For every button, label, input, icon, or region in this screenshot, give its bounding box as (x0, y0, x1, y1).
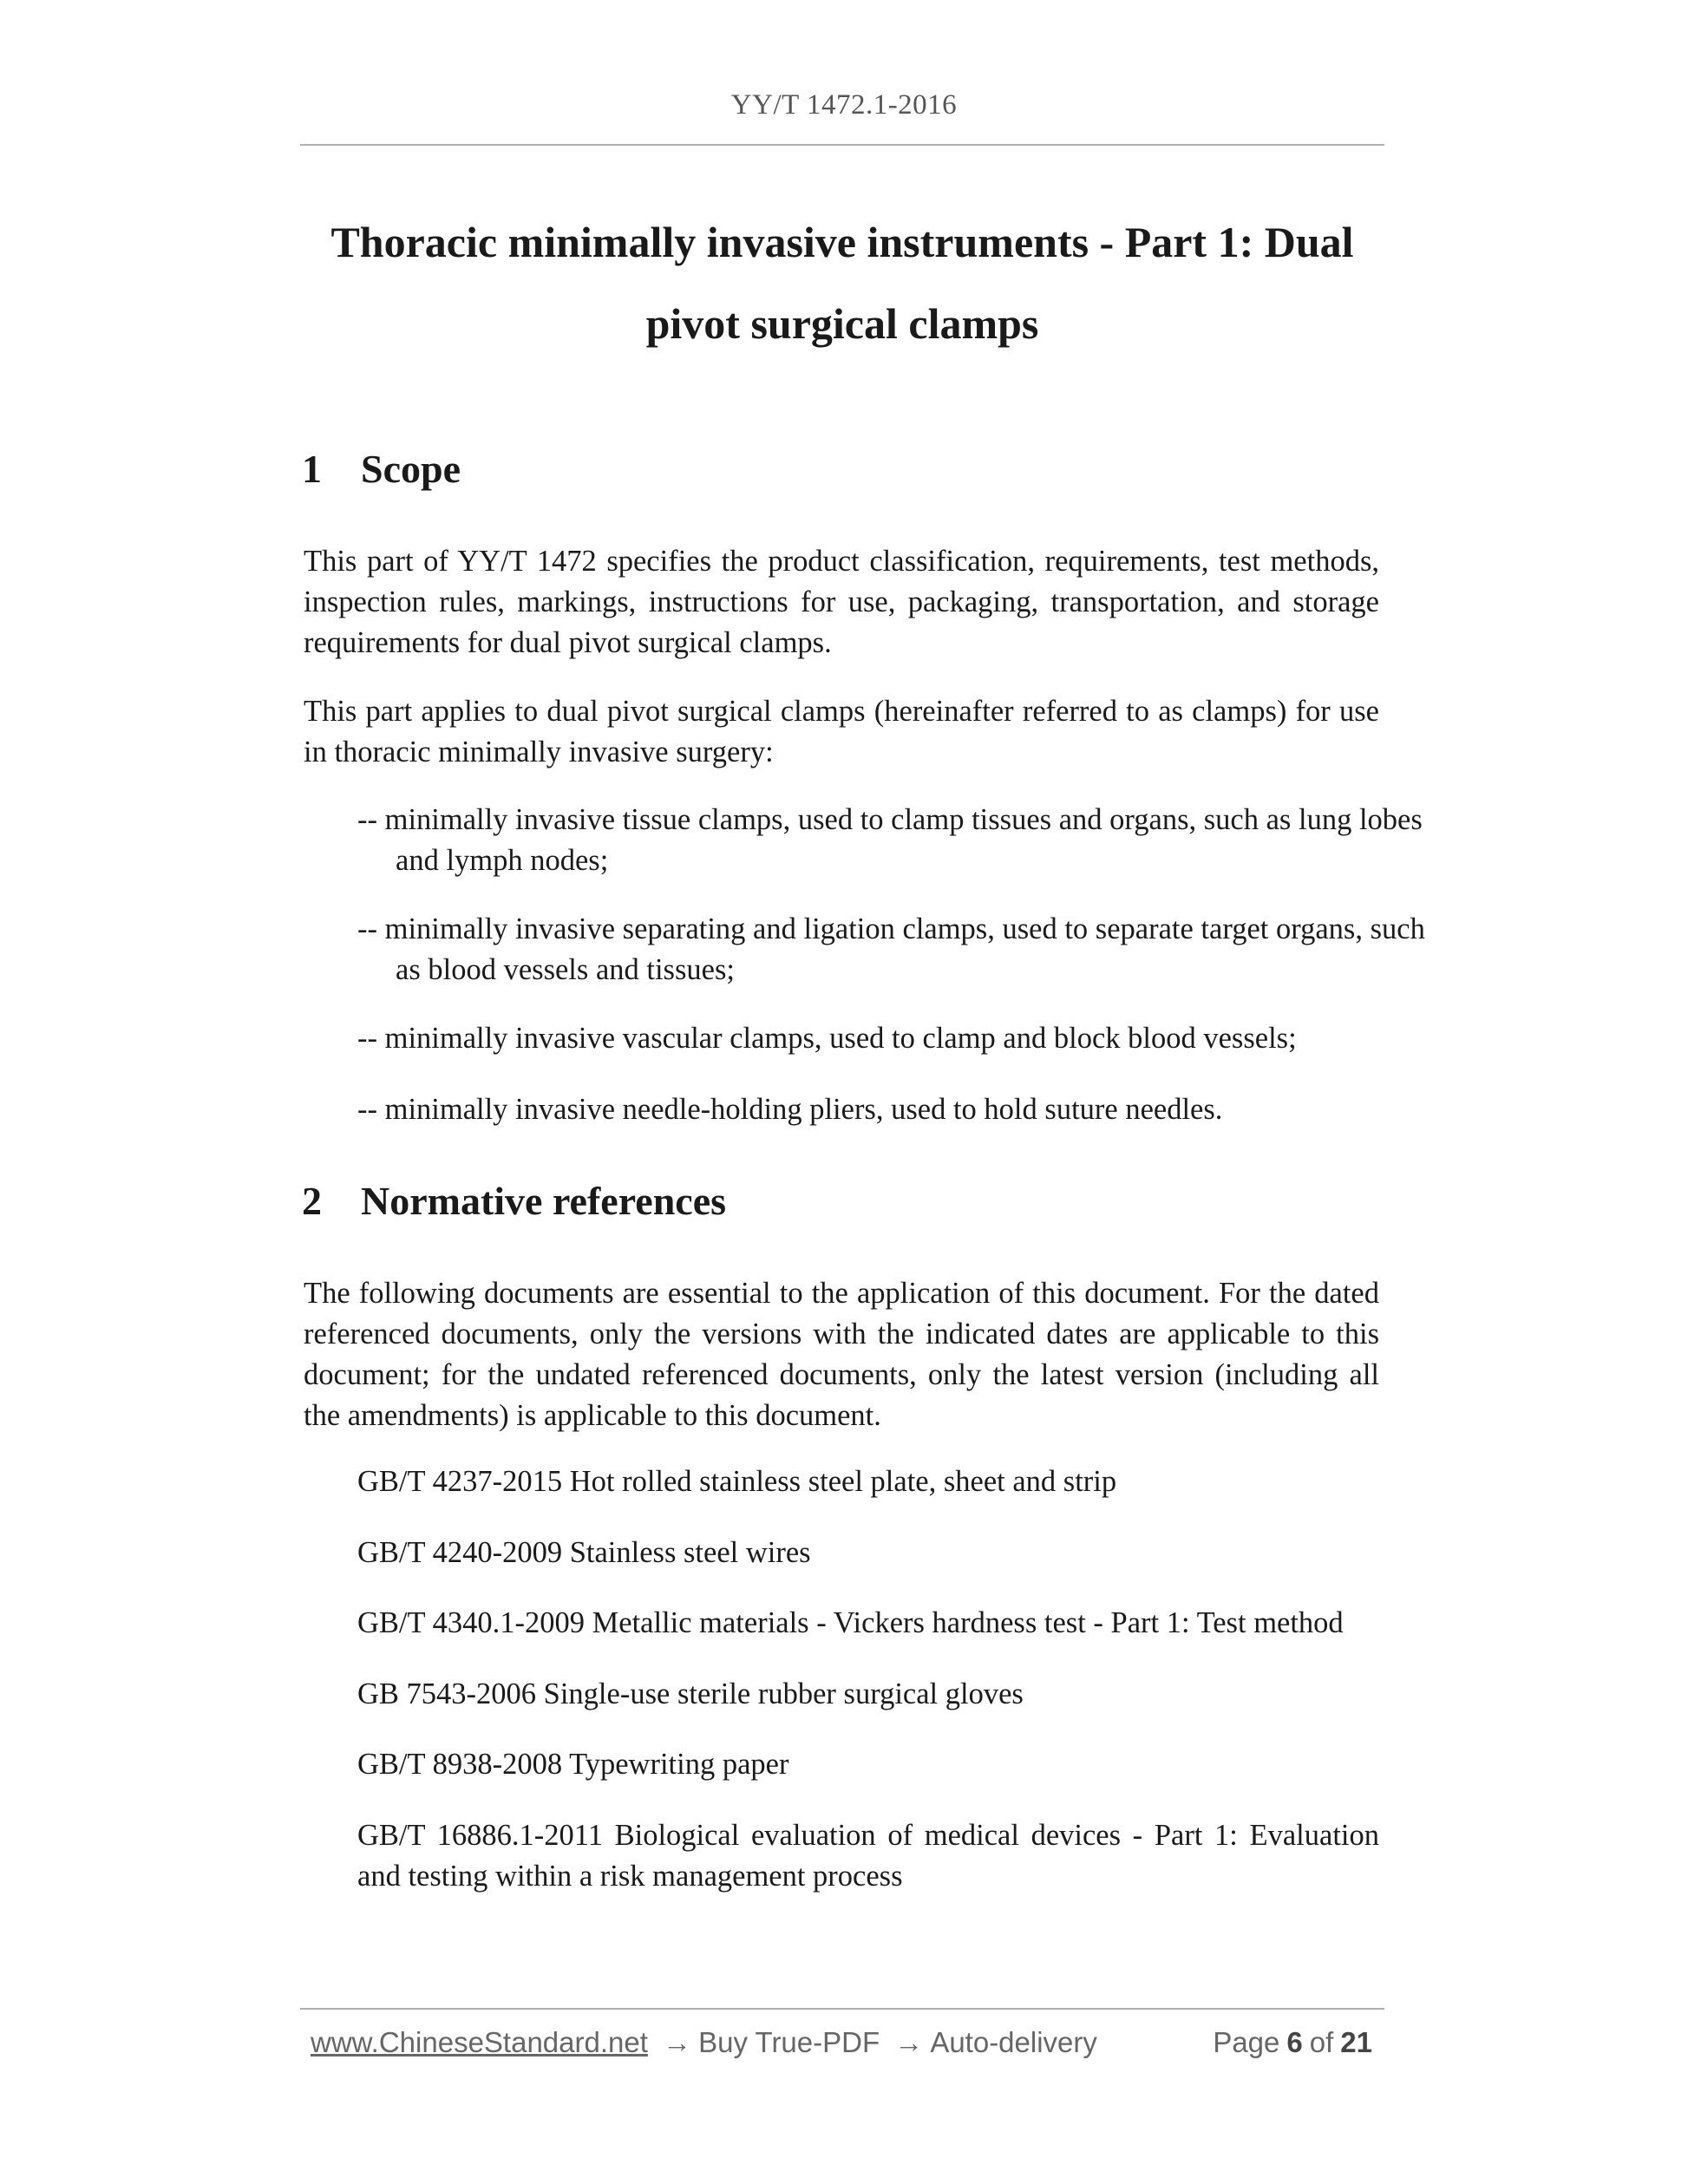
header-divider (300, 144, 1384, 146)
reference-item: GB 7543-2006 Single-use sterile rubber surgical gloves (357, 1677, 1024, 1710)
section-1-heading (302, 446, 461, 492)
reference-item: GB/T 4240-2009 Stainless steel wires (357, 1536, 811, 1569)
page-of-label: of (1309, 2026, 1334, 2058)
normative-paragraph: The following documents are essential to the application of this document. For the dated referenced documents, only the versions with the indicated dates are applicable to this document; for the undated referenced documents, only the latest version (including all the amendments) is applicable to this document. (304, 1277, 1379, 1432)
scope-paragraph-1: This part of YY/T 1472 specifies the product classification, requirements, test methods, inspection rules, markings, instructions for use, packaging, transportation, and storage requirements for dual pivot surgical clamps. (304, 545, 1379, 659)
title-line-1: Thoracic minimally invasive instruments - Part 1: Dual (330, 218, 1354, 266)
section-title: Normative references (361, 1179, 727, 1223)
auto-delivery-text: Auto-delivery (930, 2026, 1097, 2058)
list-item: -- minimally invasive needle-holding pliers, used to hold suture needles. (357, 1093, 1223, 1126)
reference-item: GB/T 16886.1-2011 Biological evaluation of medical devices - Part 1: Evaluation and testing within a risk management process (357, 1819, 1379, 1893)
arrow-right-icon: → (894, 2026, 924, 2058)
list-item: -- minimally invasive tissue clamps, used to clamp tissues and organs, such as lung lobes and lymph nodes; (357, 803, 1423, 877)
section-2-heading (302, 1178, 726, 1224)
reference-item: GB/T 4340.1-2009 Metallic materials - Vickers hardness test - Part 1: Test method (357, 1606, 1344, 1639)
section-title: Scope (361, 447, 461, 491)
arrow-right-icon: → (663, 2026, 692, 2058)
page-total: 21 (1340, 2026, 1372, 2058)
footer-divider (300, 2008, 1384, 2010)
document-title (300, 201, 1384, 364)
list-item: -- minimally invasive separating and ligation clamps, used to separate target organs, such as blood vessels and tissues; (357, 912, 1425, 986)
page-current: 6 (1286, 2026, 1303, 2058)
title-line-2: pivot surgical clamps (645, 299, 1039, 348)
website-link[interactable]: www.ChineseStandard.net (311, 2026, 648, 2058)
section-number: 1 (302, 447, 322, 491)
page-indicator (1213, 2026, 1379, 2059)
reference-item: GB/T 8938-2008 Typewriting paper (357, 1748, 789, 1781)
buy-pdf-text: Buy True-PDF (698, 2026, 880, 2058)
list-item: -- minimally invasive vascular clamps, used to clamp and block blood vessels; (357, 1022, 1297, 1055)
section-number: 2 (302, 1179, 322, 1223)
reference-item: GB/T 4237-2015 Hot rolled stainless steel plate, sheet and strip (357, 1465, 1117, 1498)
page-label: Page (1213, 2026, 1280, 2058)
scope-paragraph-2: This part applies to dual pivot surgical clamps (hereinafter referred to as clamps) for use in thoracic minimally invasive surgery: (304, 695, 1379, 768)
page-footer (311, 2026, 1379, 2070)
standard-code-header: YY/T 1472.1-2016 (730, 89, 958, 121)
